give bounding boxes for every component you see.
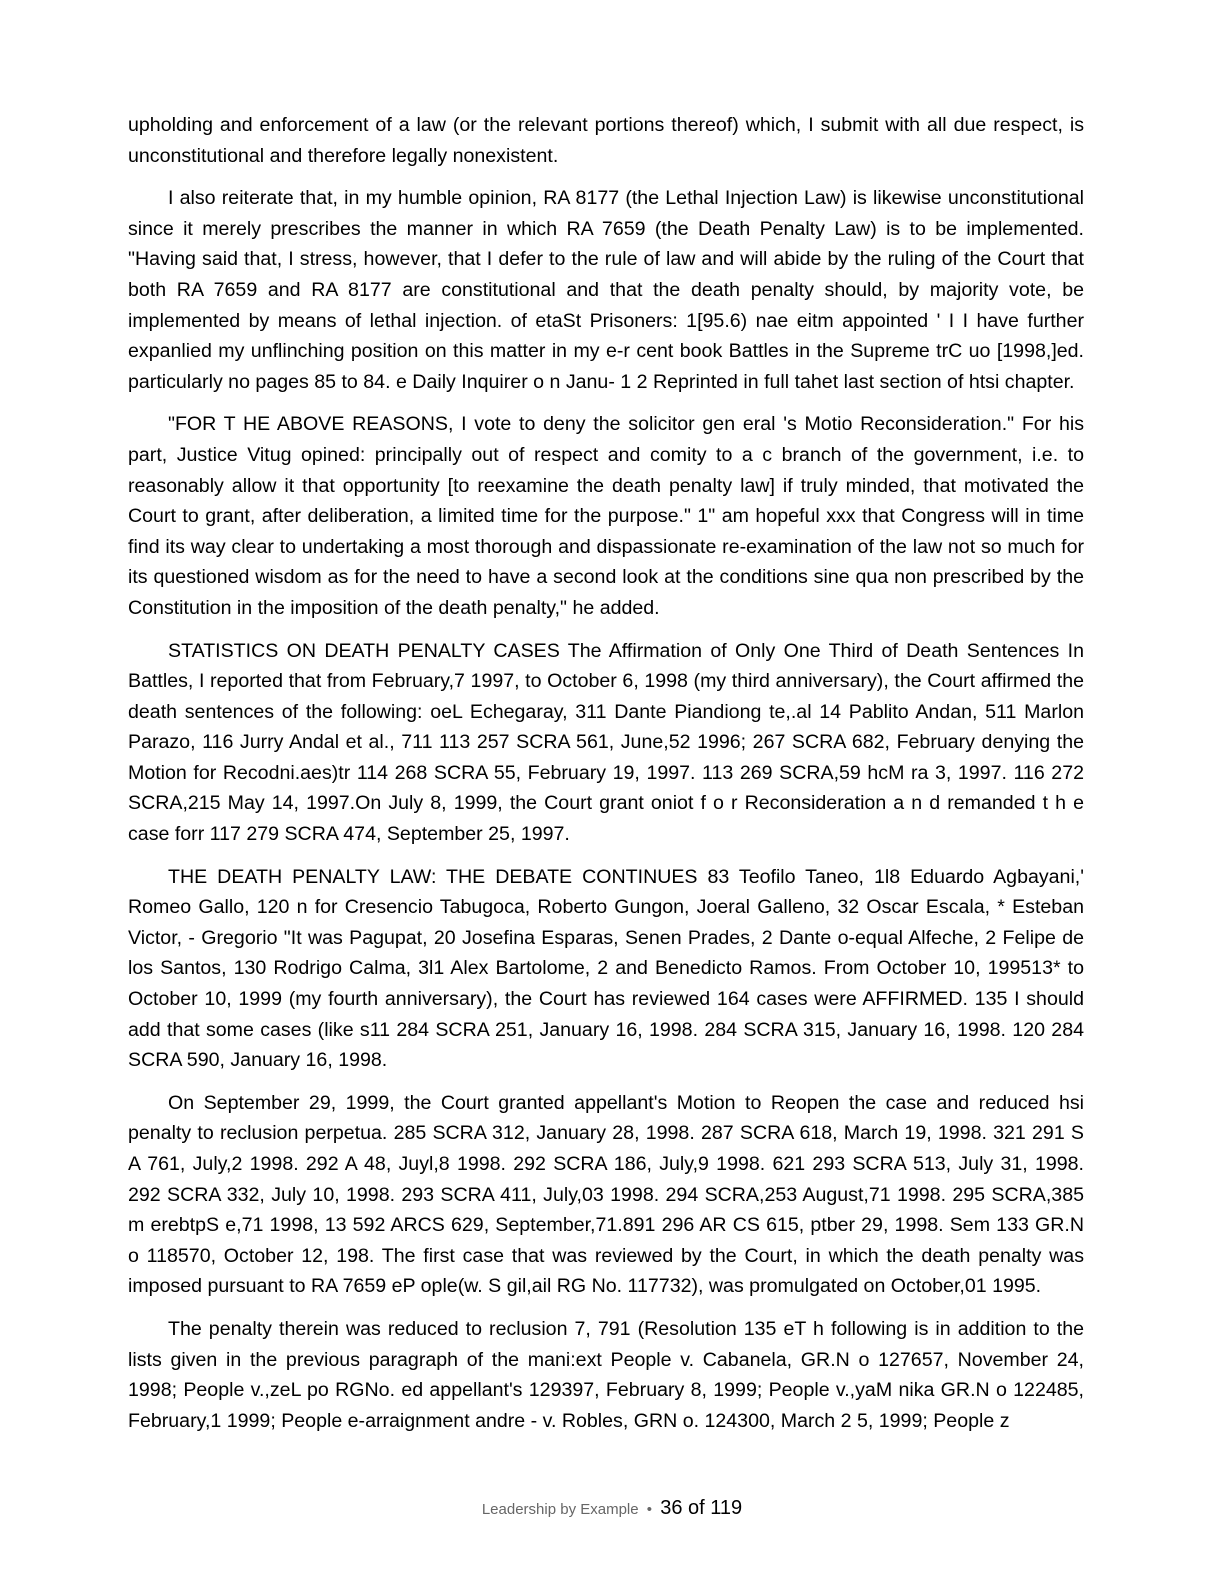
footer-title: Leadership by Example	[481, 1501, 639, 1518]
paragraph: I also reiterate that, in my humble opinion, RA 8177 (the Lethal Injection Law) is likewise unconstitutional since it merely prescribes the manner in which RA 7659 (the Death Penalty Law) is to be implemented. "Having said that, I stress, however, that I defer to the rule of law and will abide by the ruling of the Court that both RA 7659 and RA 8177 are constitutional and that the death penalty should, by majority vote, be implemented by means of lethal injection. of etaSt Prisoners: 1[95.6) nae eitm appointed ' I I have further expanlied my unflinching position on this matter in my e-r cent book Battles in the Supreme trC uo [1998,]ed. particularly no pages 85 to 84. e Daily Inquirer o n Janu- 1 2 Reprinted in full tahet last section of htsi chapter.	[128, 187, 1084, 393]
paragraph: On September 29, 1999, the Court granted appellant's Motion to Reopen the case and reduced hsi penalty to reclusion perpetua. 285 SCRA 312, January 28, 1998. 287 SCRA 618, March 19, 1998. 321 291 S A 761, July,2 1998. 292 A 48, Juyl,8 1998. 292 SCRA 186, July,9 1998. 621 293 SCRA 513, July 31, 1998. 292 SCRA 332, July 10, 1998. 293 SCRA 411, July,03 1998. 294 SCRA,253 August,71 1998. 295 SCRA,385 m erebtpS e,71 1998, 13 592 ARCS 629, September,71.891 296 AR CS 615, ptber 29, 1998. Sem 133 GR.N o 118570, October 12, 198. The first case that was reviewed by the Court, in which the death penalty was imposed pursuant to RA 7659 eP ople(w. S gil,ail RG No. 117732), was promulgated on October,01 1995.	[128, 1091, 1084, 1298]
footer-separator: •	[646, 1501, 653, 1518]
page-footer	[0, 1497, 1224, 1520]
paragraph: THE DEATH PENALTY LAW: THE DEBATE CONTINUES 83 Teofilo Taneo, 1l8 Eduardo Agbayani,' Romeo Gallo, 120 n for Cresencio Tabugoca, Roberto Gungon, Joeral Galleno, 32 Oscar Escala, * Esteban Victor, - Gregorio "It was Pagupat, 20 Josefina Esparas, Senen Prades, 2 Dante o-equal Alfeche, 2 Felipe de los Santos, 130 Rodrigo Calma, 3l1 Alex Bartolome, 2 and Benedicto Ramos. From October 10, 199513* to October 10, 1999 (my fourth anniversary), the Court has reviewed 164 cases were AFFIRMED. 135 I should add that some cases (like s11 284 SCRA 251, January 16, 1998. 284 SCRA 315, January 16, 1998. 120 284 SCRA 590, January 16, 1998.	[128, 865, 1084, 1072]
paragraph: STATISTICS ON DEATH PENALTY CASES The Affirmation of Only One Third of Death Sentences In Battles, I reported that from February,7 1997, to October 6, 1998 (my third anniversary), the Court affirmed the death sentences of the following: oeL Echegaray, 311 Dante Piandiong te,.al 14 Pablito Andan, 511 Marlon Parazo, 116 Jurry Andal et al., 711 113 257 SCRA 561, June,52 1996; 267 SCRA 682, February denying the Motion for Recodni.aes)tr 114 268 SCRA 55, February 19, 1997. 113 269 SCRA,59 hcM ra 3, 1997. 116 272 SCRA,215 May 14, 1997.On July 8, 1999, the Court grant oniot f o r Reconsideration a n d remanded t h e case forr 117 279 SCRA 474, September 25, 1997.	[128, 639, 1084, 846]
page-body	[128, 110, 1084, 1448]
paragraph: upholding and enforcement of a law (or the relevant portions thereof) which, I submit with all due respect, is unconstitutional and therefore legally nonexistent.	[128, 114, 1084, 167]
paragraph: The penalty therein was reduced to reclusion 7, 791 (Resolution 135 eT h following is in addition to the lists given in the previous paragraph of the mani:ext People v. Cabanela, GR.N o 127657, November 24, 1998; People v.,zeL po RGNo. ed appellant's 129397, February 8, 1999; People v.,yaM nika GR.N o 122485, February,1 1999; People e-arraignment andre - v. Robles, GRN o. 124300, March 2 5, 1999; People z	[128, 1317, 1084, 1432]
page-number: 36 of 119	[660, 1497, 743, 1519]
paragraph: "FOR T HE ABOVE REASONS, I vote to deny the solicitor gen eral 's Motio Reconsideration." For his part, Justice Vitug opined: principally out of respect and comity to a c branch of the government, i.e. to reasonably allow it that opportunity [to reexamine the death penalty law] if truly minded, that motivated the Court to grant, after deliberation, a limited time for the purpose." 1" am hopeful xxx that Congress will in time find its way clear to undertaking a most thorough and dispassionate re-examination of the law not so much for its questioned wisdom as for the need to have a second look at the conditions sine qua non prescribed by the Constitution in the imposition of the death penalty," he added.	[128, 413, 1084, 619]
